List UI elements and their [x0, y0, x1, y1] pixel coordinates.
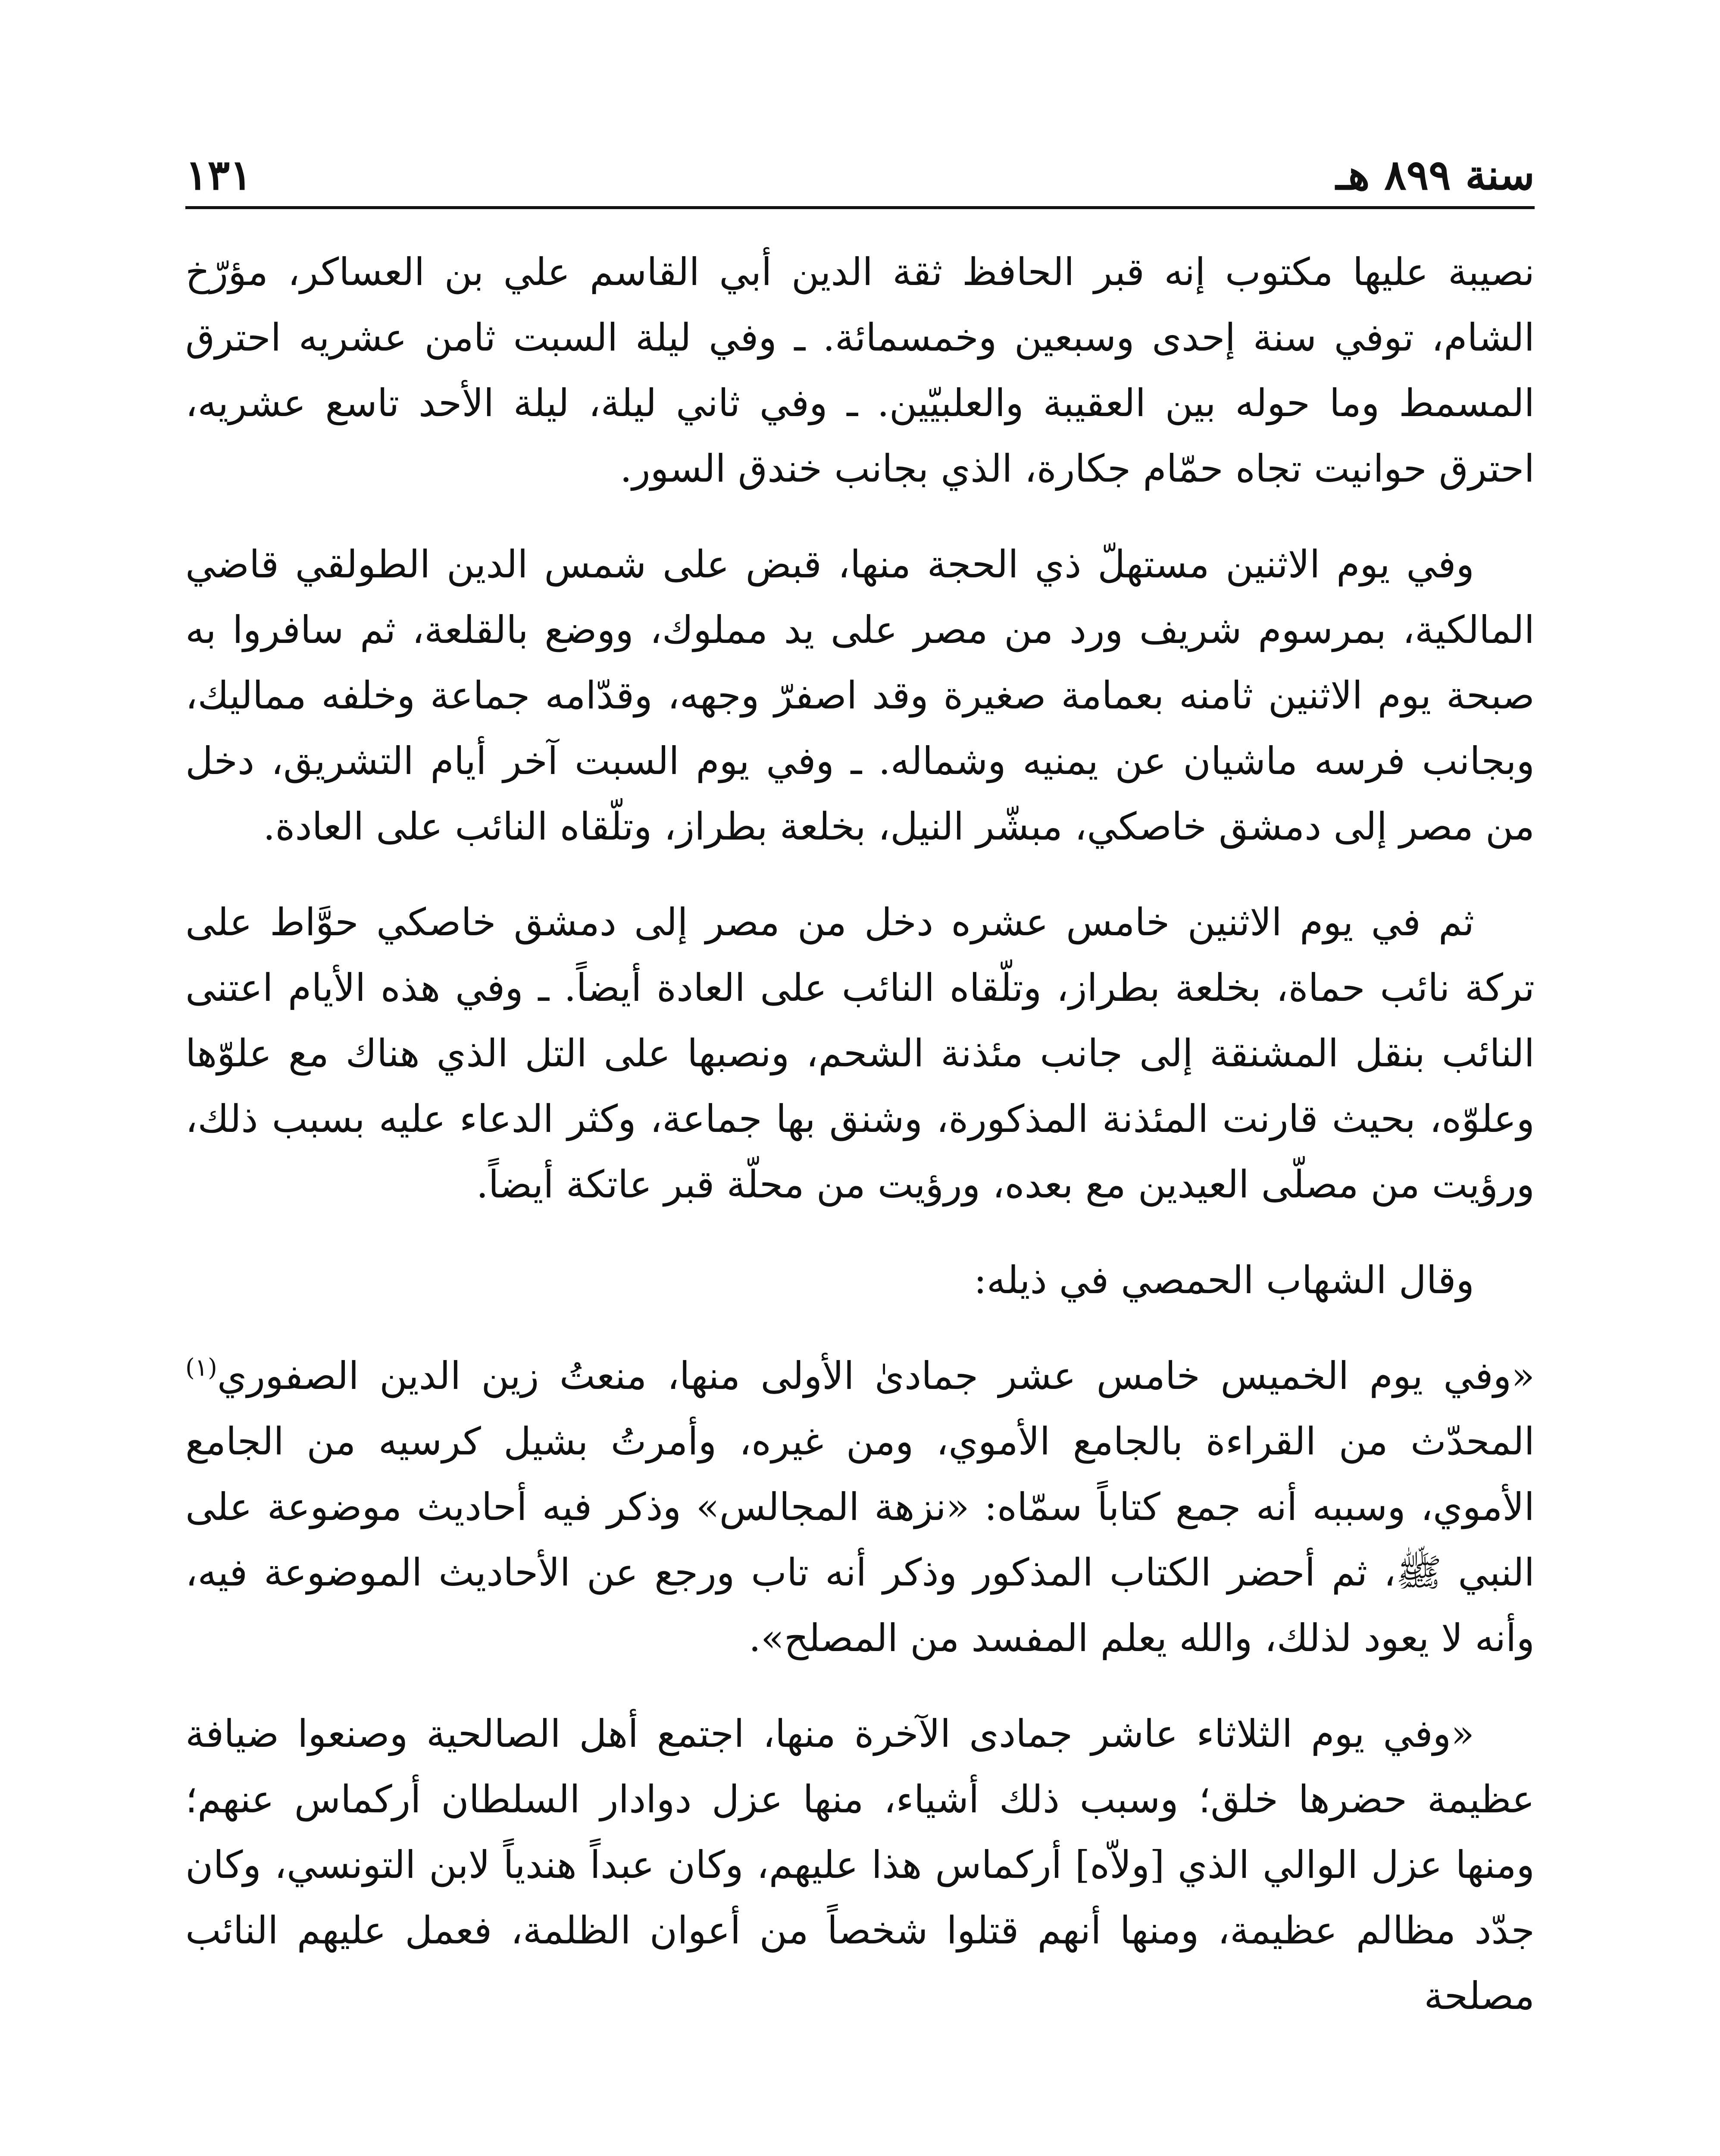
paragraph-2: وفي يوم الاثنين مستهلّ ذي الحجة منها، قبض على شمس الدين الطولقي قاضي المالكية، بمرسوم شريف ورد من مصر على يد مملوك، ووضع بالقلعة، ثم سافروا به صبحة يوم الاثنين ثامنه بعمامة صغيرة وقد اصفرّ وجهه، وقدّامه جماعة وخلفه مماليك، وبجانب فرسه ماشيان عن يمنيه وشماله. ـ وفي يوم السبت آخر أيام التشريق، دخل من مصر إلى دمشق خاصكي، مبشّر النيل، بخلعة بطراز، وتلّقاه النائب على العادة.	[185, 542, 1535, 849]
footnote-reference[interactable]: (١)	[185, 1354, 217, 1382]
page-header	[185, 129, 1535, 203]
paragraph-4: وقال الشهاب الحمصي في ذيله:	[974, 1258, 1474, 1302]
paragraph-5-text-start: «وفي يوم الخميس خامس عشر جمادىٰ الأولى منها، منعتُ زين الدين الصفوري	[217, 1354, 1535, 1398]
paragraph-1: نصيبة عليها مكتوب إنه قبر الحافظ ثقة الدين أبي القاسم علي بن العساكر، مؤرّخ الشام، توفي سنة إحدى وسبعين وخمسمائة. ـ وفي ليلة السبت ثامن عشريه احترق المسمط وما حوله بين العقيبة والعلبيّين. ـ وفي ثاني ليلة، ليلة الأحد تاسع عشريه، احترق حوانيت تجاه حمّام جكارة، الذي بجانب خندق السور.	[185, 250, 1535, 491]
paragraph-5-text-end: المحدّث من القراءة بالجامع الأموي، ومن غيره، وأمرتُ بشيل كرسيه من الجامع الأموي، وسببه أنه جمع كتاباً سمّاه: «نزهة المجالس» وذكر فيه أحاديث موضوعة على النبي ﷺ، ثم أحضر الكتاب المذكور وذكر أنه تاب ورجع عن الأحاديث الموضوعة فيه، وأنه لا يعود لذلك، والله يعلم المفسد من المصلح».	[185, 1419, 1535, 1660]
body-text	[185, 239, 1535, 2059]
running-head: سنة ٨٩٩ هـ	[1335, 150, 1535, 199]
page-number: ١٣١	[185, 150, 252, 199]
paragraph-5	[185, 1343, 1535, 1671]
paragraph-6: «وفي يوم الثلاثاء عاشر جمادى الآخرة منها، اجتمع أهل الصالحية وصنعوا ضيافة عظيمة حضرها خلق؛ وسبب ذلك أشياء، منها عزل دوادار السلطان أركماس عنهم؛ ومنها عزل الوالي الذي [ولاّه] أركماس هذا عليهم، وكان عبداً هندياً لابن التونسي، وكان جدّد مظالم عظيمة، ومنها أنهم قتلوا شخصاً من أعوان الظلمة، فعمل عليهم النائب مصلحة	[185, 1711, 1535, 2018]
header-rule	[185, 206, 1535, 209]
paragraph-3: ثم في يوم الاثنين خامس عشره دخل من مصر إلى دمشق خاصكي حوَّاط على تركة نائب حماة، بخلعة بطراز، وتلّقاه النائب على العادة أيضاً. ـ وفي هذه الأيام اعتنى النائب بنقل المشنقة إلى جانب مئذنة الشحم، ونصبها على التل الذي هناك مع علوّها وعلوّه، بحيث قارنت المئذنة المذكورة، وشنق بها جماعة، وكثر الدعاء عليه بسبب ذلك، ورؤيت من مصلّى العيدين مع بعده، ورؤيت من محلّة قبر عاتكة أيضاً.	[185, 900, 1535, 1206]
